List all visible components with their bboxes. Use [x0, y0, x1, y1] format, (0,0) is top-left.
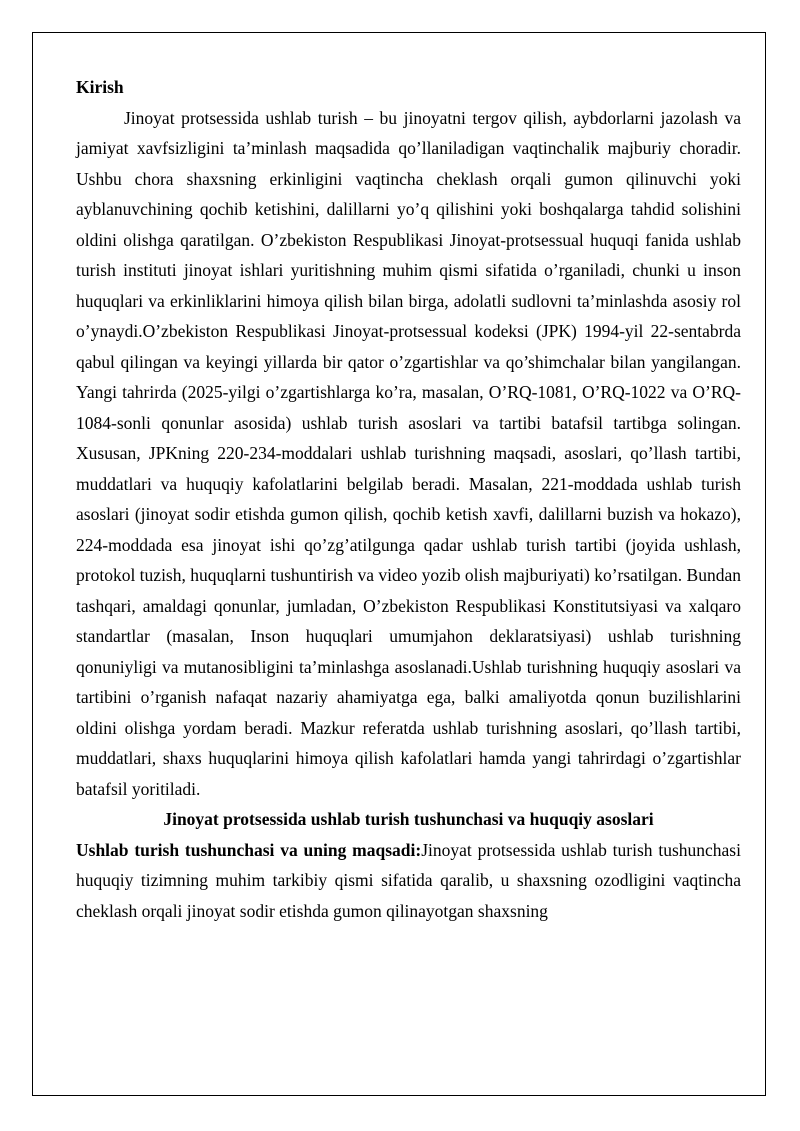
section-lead: Ushlab turish tushunchasi va uning maqsadi:	[76, 839, 422, 860]
section-heading: Jinoyat protsessida ushlab turish tushunchasi va huquqiy asoslari	[163, 809, 654, 829]
document-body	[76, 72, 741, 926]
intro-paragraph: Jinoyat protsessida ushlab turish – bu jinoyatni tergov qilish, aybdorlarni jazolash va jamiyat xavfsizligini ta’minlash maqsadida qo’llaniladigan vaqtinchalik majburiy choradir. Ushbu chora shaxsning erkinligini vaqtincha cheklash orqali gumon qilinuvchi yoki ayblanuvchining qochib ketishini, dalillarni yo’q qilishini yoki boshqalarga tahdid solishini oldini olishga qaratilgan. O’zbekiston Respublikasi Jinoyat-protsessual huquqi fanida ushlab turish instituti jinoyat ishlari yuritishning muhim qismi sifatida o’rganiladi, chunki u inson huquqlari va erkinliklarini himoya qilish bilan birga, adolatli sudlovni ta’minlashda asosiy rol o’ynaydi.O’zbekiston Respublikasi Jinoyat-protsessual kodeksi (JPK) 1994-yil 22-sentabrda qabul qilingan va keyingi yillarda bir qator o’zgartishlar va qo’shimchalar bilan yangilangan. Yangi tahrirda (2025-yilgi o’zgartishlarga ko’ra, masalan, O’RQ-1081, O’RQ-1022 va O’RQ-1084-sonli qonunlar asosida) ushlab turish asoslari va tartibi batafsil tartibga solingan. Xususan, JPKning 220-234-moddalari ushlab turishning maqsadi, asoslari, qo’llash tartibi, muddatlari va huquqiy kafolatlarini belgilab beradi. Masalan, 221-moddada ushlab turish asoslari (jinoyat sodir etishda gumon qilish, qochib ketish xavfi, dalillarni buzish va hokazo), 224-moddada esa jinoyat ishi qo’zg’atilgunga qadar ushlab turish tartibi (joyida ushlash, protokol tuzish, huquqlarni tushuntirish va video yozib olish majburiyati) ko’rsatilgan. Bundan tashqari, amaldagi qonunlar, jumladan, O’zbekiston Respublikasi Konstitutsiyasi va xalqaro standartlar (masalan, Inson huquqlari umumjahon deklaratsiyasi) ushlab turishning qonuniyligi va mutanosibligini ta’minlashga asoslanadi.Ushlab turishning huquqiy asoslari va tartibini o’rganish nafaqat nazariy ahamiyatga ega, balki amaliyotda qonun buzilishlarini oldini olishga yordam beradi. Mazkur referatda ushlab turishning asoslari, qo’llash tartibi, muddatlari, shaxs huquqlarini himoya qilish kafolatlari hamda yangi tahrirdagi o’zgartishlar batafsil yoritiladi.	[76, 107, 741, 799]
section-paragraph	[76, 835, 741, 927]
intro-heading: Kirish	[76, 77, 124, 97]
section-text: Jinoyat protsessida ushlab turish tushunchasi huquqiy tizimning muhim tarkibiy qismi sifatida qaralib, u shaxsning ozodligini vaqtincha cheklash orqali jinoyat sodir etishda gumon qilinayotgan shaxsning	[76, 839, 741, 921]
